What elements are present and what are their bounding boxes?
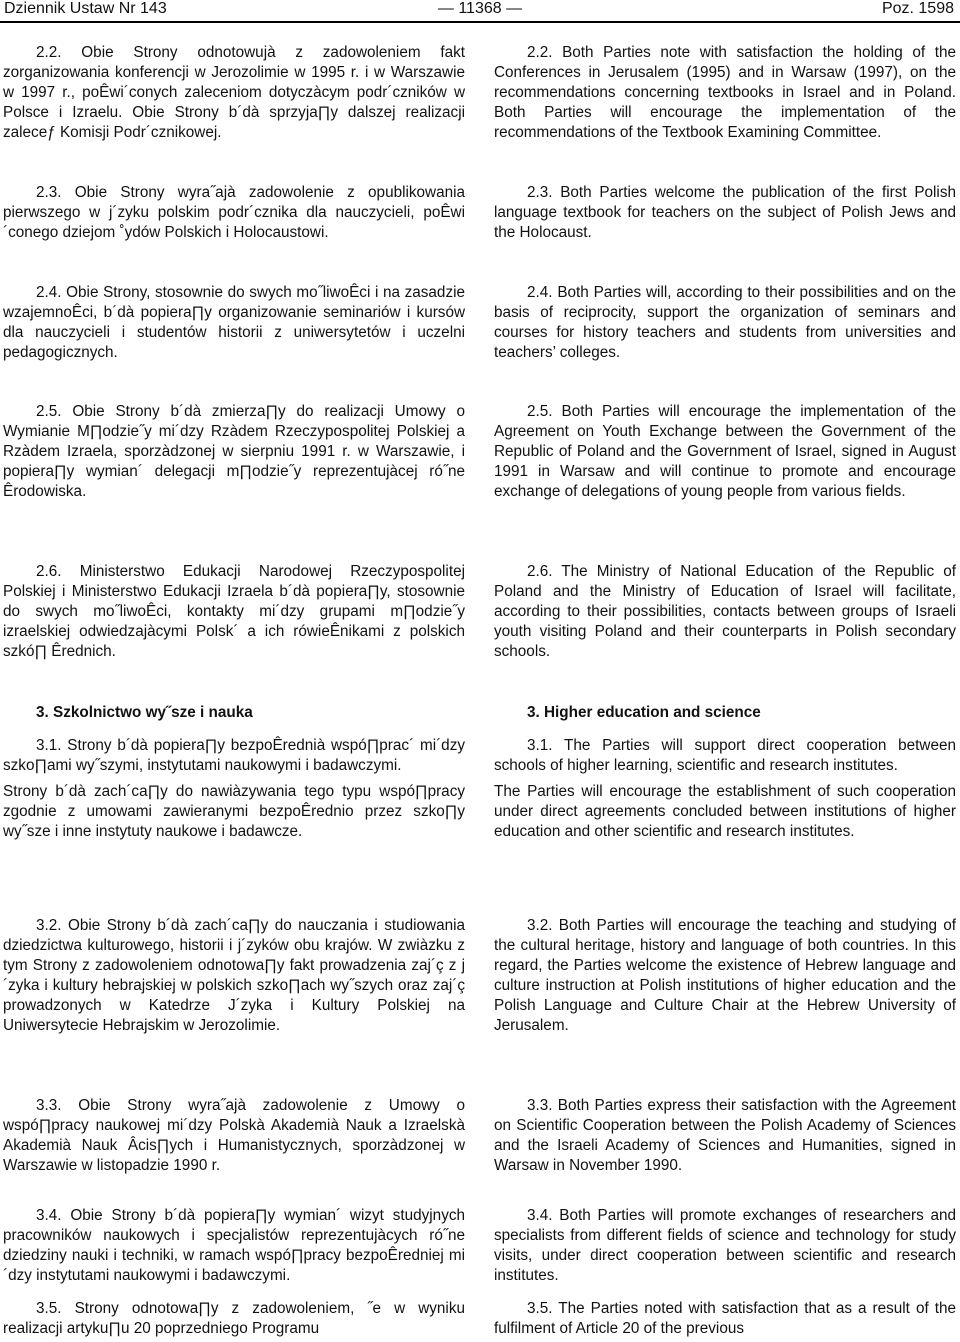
pl-paragraph-2-3: 2.3. Obie Strony wyra˝ajà zadowolenie z opublikowania pierwszego w j´zyku polskim podr´cznika dla nauczycieli, poÊwi´conego dziejom ˚ydów Polskich i Holocaustowi. xyxy=(3,184,465,241)
pl-paragraph-2-5: 2.5. Obie Strony b´dà zmierza∏y do realizacji Umowy o Wymianie M∏odzie˝y mi´dzy Rzàdem Rzeczypospolitej Polskiej a Rzàdem Izraela, sporzàdzonej w sierpniu 1991 r. w Warszawie, i popiera∏y wymian´ delegacji m∏odzie˝y reprezentujàcej ró˝ne Êrodowiska. xyxy=(3,403,465,500)
position-number: Poz. 1598 xyxy=(881,0,954,17)
page-header xyxy=(0,0,960,20)
en-paragraph-2-4: 2.4. Both Parties will, according to their possibilities and on the basis of reciprocity, support the organization of seminars and courses for history teachers and students from universities and teachers’ colleges. xyxy=(494,284,956,361)
en-paragraph-2-6: 2.6. The Ministry of National Education of the Republic of Poland and the Ministry of Education of Israel will facilitate, according to their possibilities, contacts between groups of Israeli youth visiting Poland and their counterparts in Polish secondary schools. xyxy=(494,563,956,660)
en-paragraph-3-5: 3.5. The Parties noted with satisfaction that as a result of the fulfilment of Article 20 of the previous xyxy=(494,1300,956,1337)
en-paragraph-2-3: 2.3. Both Parties welcome the publication of the first Polish language textbook for teachers on the subject of Polish Jews and the Holocaust. xyxy=(494,184,956,241)
pl-paragraph-3-1: 3.1. Strony b´dà popiera∏y bezpoÊrednià wspó∏prac´ mi´dzy szko∏ami wy˝szymi, instytutami naukowymi i badawczymi. Strony b´dà zach´ca∏y do nawiàzywania tego typu wspó∏pracy zgodnie z umowami zawieranymi bezpoÊrednio przez szko∏y wy˝sze i inne instytuty naukowe i badawcze. xyxy=(3,737,465,840)
header-rule xyxy=(0,21,960,23)
page-number: — 11368 — xyxy=(437,0,523,17)
en-paragraph-2-2: 2.2. Both Parties note with satisfaction the holding of the Conferences in Jerusalem (1995) and in Warsaw (1997), on the recommendations concerning textbooks in Israel and in Poland. Both Parties will encourage the implementation of the recommendations of the Textbook Examining Committee. xyxy=(494,44,956,141)
pl-paragraph-3-4: 3.4. Obie Strony b´dà popiera∏y wymian´ wizyt studyjnych pracowników naukowych i specjalistów reprezentujàcych ró˝ne dziedziny nauki i techniki, w ramach wspó∏pracy bezpoÊredniej mi´dzy instytutami naukowymi i badawczymi. xyxy=(3,1207,465,1284)
en-paragraph-3-1: 3.1. The Parties will support direct cooperation between schools of higher learning, scientific and research institutes. The Parties will encourage the establishment of such cooperation under direct agreements concluded between institutions of higher education and other scientific and research institutes. xyxy=(494,737,956,840)
pl-paragraph-2-4: 2.4. Obie Strony, stosownie do swych mo˝liwoÊci i na zasadzie wzajemnoÊci, b´dà popiera∏y organizowanie seminariów i kursów dla nauczycieli i studentów historii z uniwersytetów i uczelni pedagogicznych. xyxy=(3,284,465,361)
en-paragraph-3-2: 3.2. Both Parties will encourage the teaching and studying of the cultural heritage, history and language of both countries. In this regard, the Parties welcome the existence of Hebrew language and culture instruction at Polish institutions of higher education and the Polish Language and Culture Chair at the Hebrew University of Jerusalem. xyxy=(494,917,956,1034)
en-section-heading-3: 3. Higher education and science xyxy=(527,704,761,721)
en-paragraph-2-5: 2.5. Both Parties will encourage the implementation of the Agreement on Youth Exchange between the Government of the Republic of Poland and the Government of Israel, signed in August 1991 in Warsaw and will continue to promote and encourage exchange of delegations of young people from various fields. xyxy=(494,403,956,500)
pl-paragraph-3-2: 3.2. Obie Strony b´dà zach´ca∏y do nauczania i studiowania dziedzictwa kulturowego, historii i j´zyków obu krajów. W zwiàzku z tym Strony z zadowoleniem odnotowa∏y fakt prowadzenia zaj´ç z j´zyka i kultury hebrajskiej w polskich szko∏ach wy˝szych oraz zaj´ç prowadzonych w Katedrze J´zyka i Kultury Polskiej na Uniwersytecie Hebrajskim w Jerozolimie. xyxy=(3,917,465,1034)
journal-title: Dziennik Ustaw Nr 143 xyxy=(4,0,167,17)
pl-paragraph-3-3: 3.3. Obie Strony wyra˝ajà zadowolenie z Umowy o wspó∏pracy naukowej mi´dzy Polskà Akademià Nauk a Izraelskà Akademià Nauk Âcis∏ych i Humanistycznych, sporzàdzonej w Warszawie w listopadzie 1990 r. xyxy=(3,1097,465,1174)
pl-section-heading-3: 3. Szkolnictwo wy˝sze i nauka xyxy=(36,704,253,721)
pl-paragraph-3-5: 3.5. Strony odnotowa∏y z zadowoleniem, ˝e w wyniku realizacji artyku∏u 20 poprzedniego Programu xyxy=(3,1300,465,1337)
pl-paragraph-2-2: 2.2. Obie Strony odnotowujà z zadowoleniem fakt zorganizowania konferencji w Jerozolimie w 1995 r. i w Warszawie w 1997 r., poÊwi´conych zaleceniom dotyczàcym podr´czników w Polsce i Izraelu. Obie Strony b´dà sprzyja∏y dalszej realizacji zaleceƒ Komisji Podr´cznikowej. xyxy=(3,44,465,141)
pl-paragraph-2-6: 2.6. Ministerstwo Edukacji Narodowej Rzeczypospolitej Polskiej i Ministerstwo Edukacji Izraela b´dà popiera∏y, stosownie do swych mo˝liwoÊci, kontakty mi´dzy grupami m∏odzie˝y izraelskiej odwiedzajàcymi Polsk´ a ich rówieÊnikami z polskich szkó∏ Êrednich. xyxy=(3,563,465,660)
en-paragraph-3-4: 3.4. Both Parties will promote exchanges of researchers and specialists from different fields of science and technology for study visits, under direct cooperation between scientific and research institutes. xyxy=(494,1207,956,1284)
en-paragraph-3-3: 3.3. Both Parties express their satisfaction with the Agreement on Scientific Cooperation between the Polish Academy of Sciences and the Israeli Academy of Sciences and Humanities, signed in Warsaw in November 1990. xyxy=(494,1097,956,1174)
